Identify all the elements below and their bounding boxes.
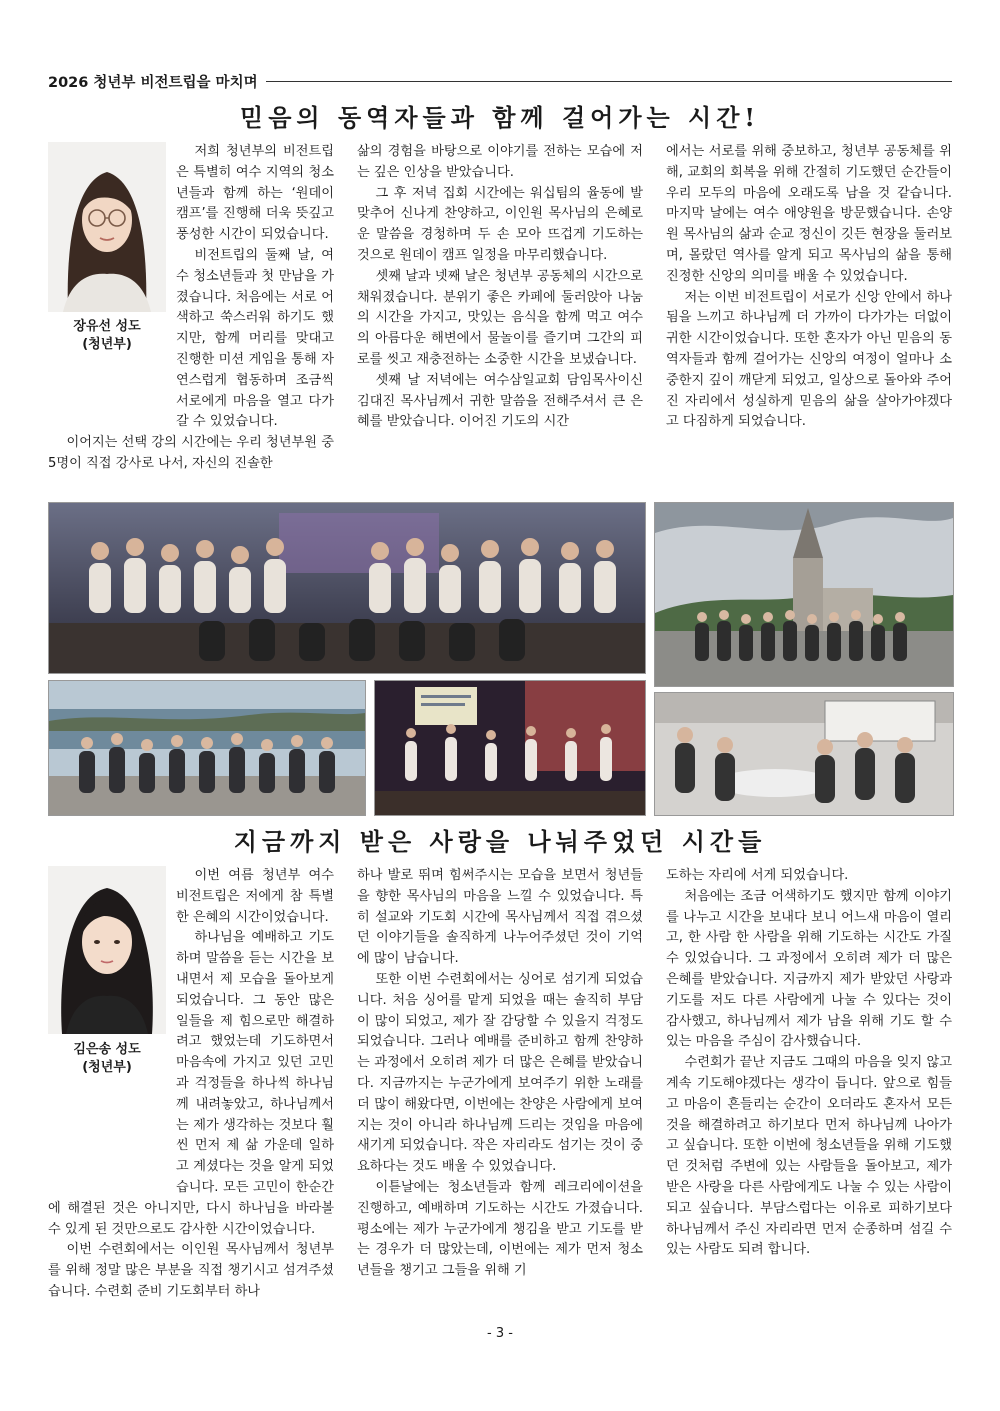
worship-stage-photo	[374, 680, 646, 816]
article2-column-2	[357, 866, 643, 1324]
page-number: - 3 -	[487, 1326, 513, 1341]
paragraph: 이어지는 선택 강의 시간에는 우리 청년부원 중 5명이 직접 강사로 나서, 자신의 진솔한	[48, 435, 334, 471]
author1-dept: (청년부)	[82, 337, 132, 352]
paragraph: 이번 수련회에서는 이인원 목사님께서 청년부를 위해 정말 많은 부분을 직접 챙기시고 섬겨주셨습니다. 수련회 준비 기도회부터 하나	[48, 1242, 334, 1299]
paragraph: 이튿날에는 청소년들과 함께 레크리에이션을 진행하고, 예배하며 기도하는 시간도 가졌습니다. 평소에는 제가 누군가에게 챙김을 받고 기도를 받는 경우가 더 많았는데, 이번에는 제가 먼저 청소년들을 챙기고 그들을 위해 기	[357, 1179, 643, 1279]
paragraph: 셋째 날 저녁에는 여수삼일교회 담임목사이신 김대진 목사님께서 귀한 말씀을 전해주셔서 큰 은혜를 받았습니다. 이어진 기도의 시간	[357, 372, 643, 430]
group-photo-seaside	[48, 680, 366, 816]
author1-name: 장유선 성도	[73, 319, 141, 334]
paragraph: 하나 발로 뛰며 힘써주시는 모습을 보면서 청년들을 향한 목사님의 마음을 느낄 수 있었습니다. 특히 설교와 기도회 시간에 목사님께서 직접 겪으셨던 이야기들을 솔직하게 나누어주셨던 것이 기억에 많이 남습니다.	[357, 868, 643, 967]
article1-column-3	[666, 142, 952, 492]
article2-headline: 지금까지 받은 사랑을 나눠주었던 시간들	[233, 827, 767, 856]
group-photo-church-hall	[48, 502, 646, 674]
author2-name: 김은송 성도	[73, 1042, 141, 1057]
section-title: 2026 청년부 비전트립을 마치며	[48, 74, 258, 91]
paragraph: 또한 이번 수련회에서는 싱어로 섬기게 되었습니다. 처음 싱어를 맡게 되었을 때는 솔직히 부담이 많이 되었고, 제가 잘 감당할 수 있을지 걱정도 되었습니다. 그러나 예배를 준비하고 함께 찬양하는 과정에서 오히려 제가 더 많은 은혜를 받았습니다. 지금까지는 누군가에게 보여주기 위한 노래를 더 많이 해왔다면, 이번에는 찬양은 사람에게 보여지는 것이 아니라 하나님께 드리는 것임을 마음에 새기게 되었습니다. 작은 자리라도 섬기는 것이 중요하다는 것도 배울 수 있었습니다.	[357, 971, 643, 1175]
paragraph: 도하는 자리에 서게 되었습니다.	[666, 868, 849, 883]
author2-dept: (청년부)	[82, 1060, 132, 1075]
article1-column-2	[357, 142, 643, 492]
paragraph: 삶의 경험을 바탕으로 이야기를 전하는 모습에 저는 깊은 인상을 받았습니다.	[357, 144, 643, 180]
paragraph: 수련회가 끝난 지금도 그때의 마음을 잊지 않고 계속 기도해야겠다는 생각이 듭니다. 앞으로 힘들고 마음이 흔들리는 순간이 오더라도 혼자서 모든 것을 해결하려고 하기보다 먼저 하나님께 나아가고 싶습니다. 또한 이번에 청소년들을 위해 기도했던 것처럼 주변에 있는 사람들을 돌아보고, 제가 받은 사랑을 다른 사람에게도 나눌 수 있는 사람이 되고 싶습니다. 부담스럽다는 이유로 피하기보다 하나님께서 주신 자리라면 먼저 순종하며 섬길 수 있는 사람도 되려 합니다.	[666, 1055, 952, 1258]
article2-column-3	[666, 866, 952, 1324]
header-rule	[266, 81, 952, 82]
paragraph: 비전트립의 둘째 날, 여수 청소년들과 첫 만남을 가졌습니다. 처음에는 서로 어색하고 쑥스러워 하기도 했지만, 함께 머리를 맞대고 진행한 미션 게임을 통해 자연스럽게 협동하며 조금씩 서로에게 마음을 열고 다가갈 수 있었습니다.	[176, 247, 334, 430]
paragraph: 셋째 날과 넷째 날은 청년부 공동체의 시간으로 채워졌습니다. 분위기 좋은 카페에 둘러앉아 나눔의 시간을 가지고, 맛있는 음식을 함께 먹고 여수의 아름다운 해변에서 물놀이를 즐기며 그간의 피로를 씻고 재충전하는 소중한 시간을 보냈습니다.	[357, 268, 643, 367]
article1-column-1	[48, 142, 334, 492]
paragraph: 그 후 저녁 집회 시간에는 워십팀의 율동에 발맞추어 신나게 찬양하고, 이인원 목사님의 은혜로운 말씀을 경청하며 두 손 모아 뜨겁게 기도하는 것으로 원데이 캠프 일정을 마무리했습니다.	[357, 185, 643, 263]
paragraph: 처음에는 조금 어색하기도 했지만 함께 이야기를 나누고 시간을 보내다 보니 어느새 마음이 열리고, 한 사람 한 사람을 위해 기도하는 시간도 가질 수 있었습니다. 그 과정에서 오히려 제가 더 많은 은혜를 받았습니다. 지금까지 제가 받았던 사랑과 기도를 저도 다른 사람에게 나눌 수 있다는 것이 감사했고, 하나님께서 제가 남을 위해 기도 할 수 있는 마음을 주심이 감사했습니다.	[666, 888, 952, 1050]
paragraph: 이번 여름 청년부 여수비전트립은 저에게 참 특별한 은혜의 시간이었습니다.	[176, 868, 334, 925]
article1-headline: 믿음의 동역자들과 함께 걸어가는 시간!	[240, 103, 760, 132]
paragraph: 하나님을 예배하고 기도하며 말씀을 듣는 시간을 보내면서 제 모습을 돌아보게 되었습니다. 그 동안 많은 일들을 제 힘으로만 해결하려고 했었는데 기도하면서 마음속에 가지고 있던 고민과 걱정들을 하나씩 하나님께 내려놓았고, 하나님께서는 제가 생각하는 것보다 훨씬 먼저 제 삶 가운데 일하고 계셨다는 것을 알게 되었습니다. 모든 고민이 한순간에 해결된 것은 아니지만, 다시 하나님을 바라볼 수 있게 된 것만으로도 감사한 시간이었습니다.	[48, 930, 334, 1237]
group-photo-stone-church	[654, 502, 954, 687]
paragraph: 저희 청년부의 비전트립은 특별히 여수 지역의 청소년들과 함께 하는 ‘원데이 캠프’를 진행해 더욱 뜻깊고 풍성한 시간이 되었습니다.	[176, 144, 334, 243]
section-header	[48, 70, 952, 92]
paragraph: 에서는 서로를 위해 중보하고, 청년부 공동체를 위해, 교회의 회복을 위해 간절히 기도했던 순간들이 우리 모두의 마음에 오래도록 남을 것 같습니다. 마지막 날에는 여수 애양원을 방문했습니다. 손양원 목사님의 삶과 순교 정신이 깃든 현장을 둘러보며, 몰랐던 역사를 알게 되고 목사님의 삶을 통해 진정한 신앙의 의미를 배울 수 있었습니다.	[666, 144, 952, 284]
article2-column-1	[48, 866, 334, 1324]
paragraph: 저는 이번 비전트립이 서로가 신앙 안에서 하나 됨을 느끼고 하나님께 더 가까이 다가가는 더없이 귀한 시간이었습니다. 또한 혼자가 아닌 믿음의 동역자들과 함께 걸어가는 신앙의 여정이 얼마나 소중한지 깊이 깨닫게 되었고, 일상으로 돌아와 주어진 자리에서 성실하게 믿음의 삶을 살아가야겠다고 다짐하게 되었습니다.	[666, 289, 952, 430]
group-meeting-photo	[654, 692, 954, 816]
